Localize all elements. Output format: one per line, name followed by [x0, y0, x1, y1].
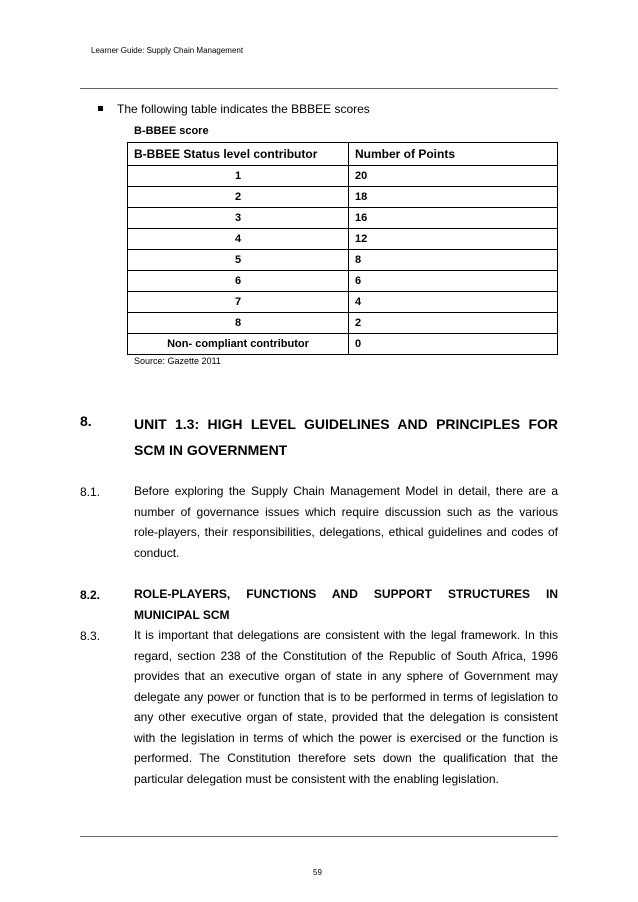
points-cell: 8 — [349, 250, 558, 271]
page-number: 59 — [313, 868, 322, 877]
table-row — [128, 250, 558, 271]
level-cell: 5 — [128, 250, 349, 271]
table-source-note: Source: Gazette 2011 — [134, 356, 221, 366]
level-cell: Non- compliant contributor — [128, 334, 349, 355]
level-cell: 2 — [128, 187, 349, 208]
table-row — [128, 208, 558, 229]
level-cell: 3 — [128, 208, 349, 229]
table-row — [128, 187, 558, 208]
level-cell: 6 — [128, 271, 349, 292]
points-cell: 12 — [349, 229, 558, 250]
points-cell: 0 — [349, 334, 558, 355]
table-row — [128, 313, 558, 334]
level-cell: 8 — [128, 313, 349, 334]
paragraph-8-3: It is important that delegations are consistent with the legal framework. In this regard, section 238 of the Constitution of the Republic of South Africa, 1996 provides that an executive organ of state in any sphere of Government may delegate any power or function that is to be performed in terms of legislation to any other executive organ of state, provided that the delegation is consistent with the legislation in terms of which the power is exercised or the function is performed. The Constitution therefore sets down the qualification that the particular delegation must be consistent with the enabling legislation. — [134, 628, 558, 786]
bullet-text: The following table indicates the BBBEE scores — [117, 102, 370, 116]
table-caption: B-BBEE score — [134, 125, 209, 137]
table-row — [128, 271, 558, 292]
subsection-heading-8-2: ROLE-PLAYERS, FUNCTIONS AND SUPPORT STRUCTURES IN MUNICIPAL SCM — [134, 587, 558, 622]
header-rule — [80, 88, 558, 89]
points-cell: 20 — [349, 166, 558, 187]
points-cell: 16 — [349, 208, 558, 229]
column-header: B-BBEE Status level contributor — [128, 143, 349, 166]
footer-rule — [80, 836, 558, 837]
level-cell: 1 — [128, 166, 349, 187]
points-cell: 6 — [349, 271, 558, 292]
points-cell: 4 — [349, 292, 558, 313]
table-header-row — [128, 143, 558, 166]
column-header: Number of Points — [349, 143, 558, 166]
table-row — [128, 334, 558, 355]
level-cell: 7 — [128, 292, 349, 313]
paragraph-number: 8.1. — [80, 485, 101, 499]
points-cell: 18 — [349, 187, 558, 208]
points-cell: 2 — [349, 313, 558, 334]
paragraph-number: 8.3. — [80, 629, 101, 643]
bullet-icon — [98, 106, 103, 111]
table-row — [128, 229, 558, 250]
section-heading: UNIT 1.3: HIGH LEVEL GUIDELINES AND PRINCIPLES FOR SCM IN GOVERNMENT — [134, 416, 558, 458]
page-header: Learner Guide: Supply Chain Management — [91, 46, 244, 55]
level-cell: 4 — [128, 229, 349, 250]
paragraph-number: 8.2. — [80, 588, 101, 602]
paragraph-8-1: Before exploring the Supply Chain Management Model in detail, there are a number of governance issues which require discussion such as the various role-players, their responsibilities, delegations, ethical guidelines and codes of conduct. — [134, 484, 558, 560]
bullet-item — [98, 102, 370, 116]
section-number: 8. — [80, 413, 92, 429]
table-row — [128, 292, 558, 313]
table-row — [128, 166, 558, 187]
bbbee-score-table — [127, 142, 558, 355]
